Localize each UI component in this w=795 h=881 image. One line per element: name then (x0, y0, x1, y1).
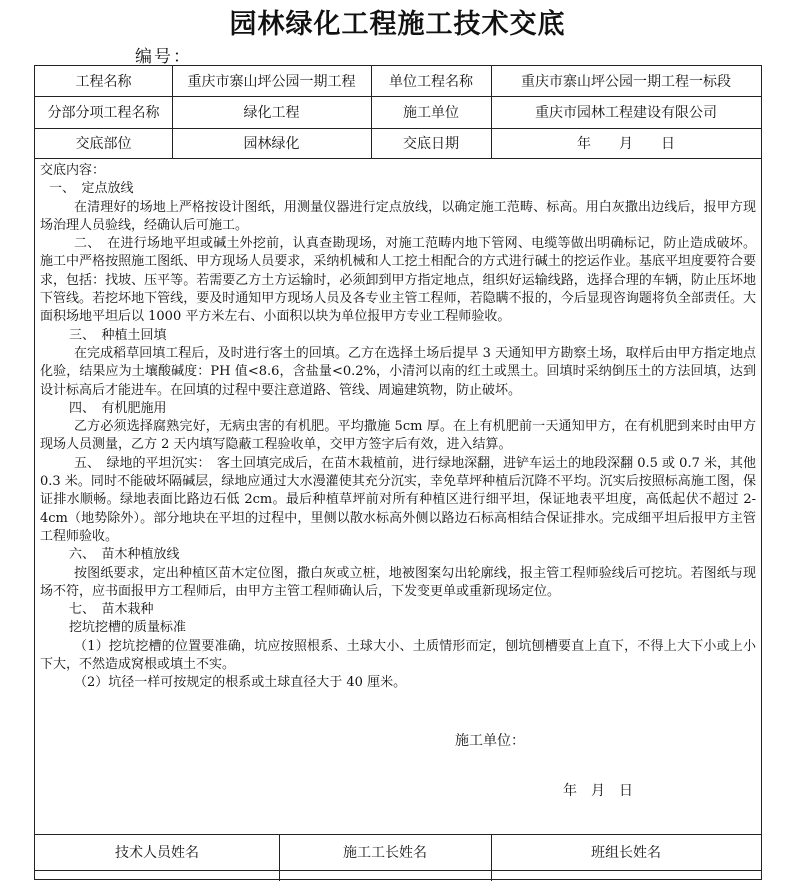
subsection-title: 挖坑挖槽的质量标准 (69, 620, 187, 636)
part-value: 园林绿化 (243, 136, 300, 152)
sub-project-value: 绿化工程 (243, 105, 300, 121)
section-title: 六、 苗木种植放线 (69, 547, 180, 563)
section-title: 四、 有机肥施用 (69, 400, 167, 416)
disclosure-content (40, 162, 756, 693)
team-leader-name-label: 班组长姓名 (591, 845, 661, 861)
section-paragraph: 五、 绿地的平坦沉实： 客土回填完成后，在苗木栽植前，进行绿地深翻，进铲车运土的地段深翻 0.5 或 0.7 米，其他 0.3 米。同时不能破坏隔碱层，绿地应通过大水漫灌使其充分沉实，幸免草坪种植后沉降不平均。沉实后按照标高施工图，保证排水顺畅。绿地表面比路边石低 2cm。最后种植草坪前对所有种植区进行细平坦，保证地表平坦度，高低起伏不超过 2-4cm（地势除外）。部分地块在平坦的过程中，里侧以散水标高外侧以路边石标高相结合保证排水。完成细平坦后报甲方主管工程师验收。 (40, 455, 756, 544)
section-title: 一、 定点放线 (49, 181, 134, 197)
section-title: 七、 苗木栽种 (69, 602, 154, 618)
project-name-label: 工程名称 (75, 74, 132, 90)
section-paragraph: 按图纸要求，定出种植区苗木定位图，撒白灰或立桩，地被图案勾出轮廓线，报主管工程师验线后可挖坑。若图纸与现场不符，应书面报甲方工程师后，由甲方主管工程师确认后，下发变更单或重新现场定位。 (40, 565, 756, 599)
tech-staff-name-label: 技术人员姓名 (115, 845, 199, 861)
sub-project-label: 分部分项工程名称 (47, 105, 160, 121)
unit-project-value: 重庆市寨山坪公园一期工程一标段 (521, 74, 731, 90)
signature-date-label: 年 月 日 (563, 783, 633, 799)
number-label: 编号： (135, 47, 192, 67)
requirement-item: （1）挖坑挖槽的位置要准确，坑应按照根系、土球大小、土质情形而定，刨坑刨槽要直上直下，不得上大下小或上小下大，不然造成窝根或填土不实。 (40, 638, 756, 673)
requirement-item: （2）坑径一样可按规定的根系或土球直径大于 40 厘米。 (74, 675, 407, 691)
part-label: 交底部位 (75, 136, 132, 152)
section-paragraph: 二、 在进行场地平坦或碱土外挖前，认真查勘现场，对施工范畴内地下管网、电缆等做出明确标记，防止造成破坏。施工中严格按照施工图纸、甲方现场人员要求，采纳机械和人工挖土相配合的方式进行碱土的挖运作业。基底平坦度要符合要求，包括：找坡、压平等。若需要乙方土方运输时，必须卸到甲方指定地点，组织好运输线路，选择合理的车辆，防止压坏地下管线。若挖坏地下管线，要及时通知甲方现场人员及各专业主管工程师，若隐瞒不报的，今后显现咨询题将负全部责任。大面积场地平坦后以 1000 平方米左右、小面积以块为单位报甲方专业工程师验收。 (40, 236, 756, 325)
contractor-label: 施工单位 (403, 105, 459, 121)
date-label: 交底日期 (403, 136, 459, 152)
content-heading: 交底内容： (40, 163, 106, 178)
signature-unit-label: 施工单位： (455, 733, 525, 749)
foreman-name-label: 施工工长姓名 (343, 845, 427, 861)
section-paragraph: 在清理好的场地上严格按设计图纸，用测量仪器进行定点放线，以确定施工范畴、标高。用白灰撒出边线后，报甲方现场治理人员验线，经确认后可施工。 (40, 199, 756, 233)
row-divider (35, 158, 761, 159)
document-title: 园林绿化工程施工技术交底 (229, 9, 566, 40)
section-paragraph: 在完成稻草回填工程后，及时进行客土的回填。乙方在选择土场后提早 3 天通知甲方勘察土场，取样后由甲方指定地点化验，结果应为土壤酸碱度：PH 值<8.6，含盐量<0.2%，小清河以南的红土或黑土。回填时采纳倒压土的方法回填，达到设计标高后才能进车。在回填的过程中要注意道路、管线、周遍建筑物，防止破坏。 (40, 345, 756, 398)
contractor-value: 重庆市园林工程建设有限公司 (535, 105, 717, 121)
project-name-value: 重庆市寨山坪公园一期工程 (187, 74, 356, 90)
unit-project-label: 单位工程名称 (389, 74, 473, 90)
section-title: 三、 种植土回填 (69, 327, 167, 343)
date-value: 年 月 日 (577, 136, 675, 152)
section-paragraph: 乙方必须选择腐熟完好，无病虫害的有机肥。平均撒施 5cm 厚。在上有机肥前一天通知甲方，在有机肥到来时由甲方现场人员测量，乙方 2 天内填写隐蔽工程验收单，交甲方签字后有效，进入结算。 (40, 419, 756, 453)
row-divider (35, 870, 761, 871)
disclosure-form (34, 65, 762, 880)
